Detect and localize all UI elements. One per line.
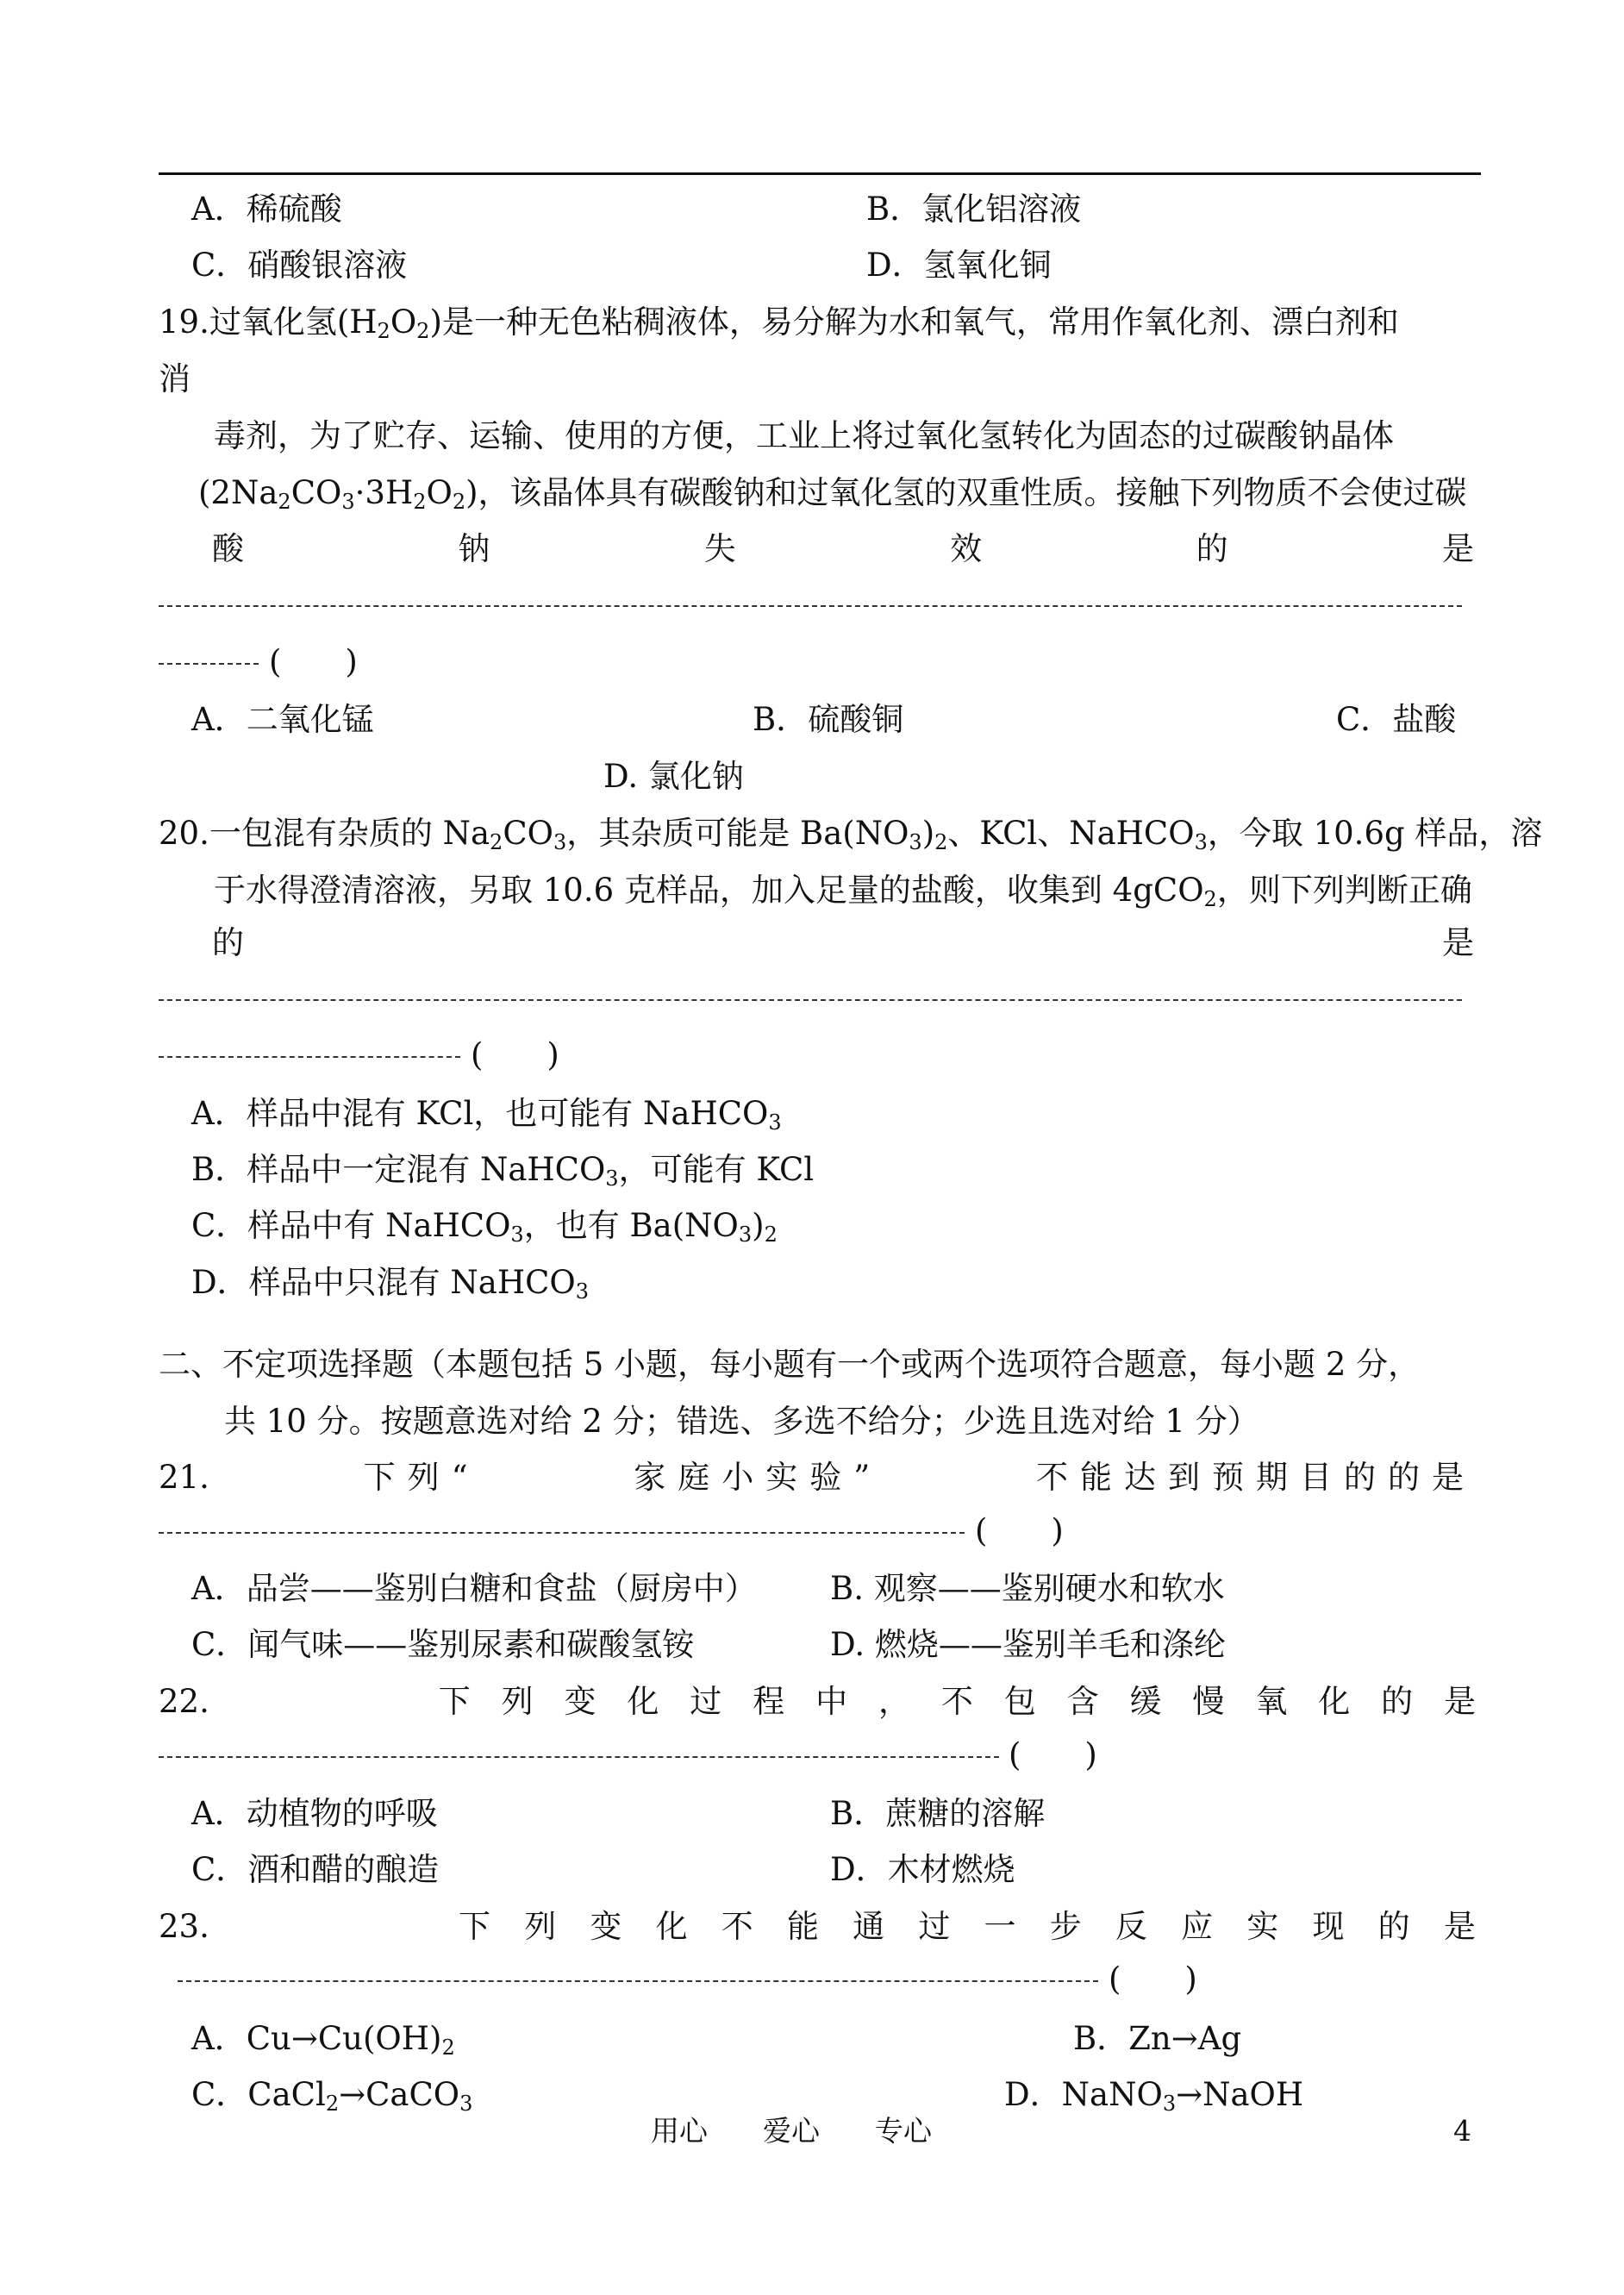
q20-answer-dash-2 bbox=[159, 1056, 460, 1058]
q23-answer-dash bbox=[178, 1980, 1098, 1982]
q19-stem-line-4: $(2Na_2CO_3\cdot 3H_2O_2)$，该晶体具有碳酸钠和过氧化氢的双重性质。接触下列物质不会使过碳 bbox=[198, 474, 1467, 514]
section-2-heading-line-2: 共 10 分。按题意选对给 2 分；错选、多选不给分；少选且选对给 1 分） bbox=[224, 1403, 1259, 1440]
q19-stem-line-5: 酸 钠 失 效 的 是 bbox=[212, 530, 1474, 567]
q22-option-d: D．木材燃烧 bbox=[830, 1851, 1015, 1888]
q19-answer-dash-1 bbox=[159, 605, 1462, 607]
q20-stem-line-3: 的 是 bbox=[212, 924, 1474, 961]
footer-motto-item: 爱心 bbox=[763, 2114, 820, 2148]
q18-option-b: B．氯化铝溶液 bbox=[866, 191, 1082, 228]
q20-option-a: A．样品中混有 KCl，也可能有 NaHCO$_3$ bbox=[191, 1095, 782, 1135]
q19-option-a: A．二氧化锰 bbox=[191, 701, 374, 738]
q22-option-c: C．酒和醋的酿造 bbox=[191, 1851, 440, 1888]
q18-option-d: D．氢氧化铜 bbox=[866, 247, 1052, 284]
q23-option-d: D．NaNO$_3$→NaOH bbox=[1004, 2076, 1304, 2116]
footer-motto-item: 专心 bbox=[875, 2114, 932, 2148]
q19-option-b: B．硫酸铜 bbox=[753, 701, 904, 738]
q21-option-c: C．闻气味——鉴别尿素和碳酸氢铵 bbox=[191, 1626, 695, 1663]
footer-motto-item: 用心 bbox=[651, 2114, 708, 2148]
q21-answer-blank: ( ) bbox=[975, 1512, 1064, 1549]
q21-answer-dash bbox=[159, 1532, 965, 1534]
footer-motto bbox=[651, 2112, 932, 2150]
q23-option-c: C．CaCl$_2$→CaCO$_3$ bbox=[191, 2076, 473, 2116]
q19-stem-line-2: 消 bbox=[159, 360, 191, 397]
q20-answer-dash-1 bbox=[159, 999, 1462, 1001]
q20-stem-line-2: 于水得澄清溶液，另取 10.6 克样品，加入足量的盐酸，收集到 4gCO$_2$，则下列判断正确 bbox=[214, 872, 1472, 911]
q21-option-a: A．品尝——鉴别白糖和食盐（厨房中） bbox=[191, 1570, 757, 1607]
q19-answer-blank: ( ) bbox=[269, 643, 358, 680]
q20-stem-line-1: 20.一包混有杂质的 $Na_2CO_3$，其杂质可能是 $Ba(NO_3)_2$、KCl、NaHCO$_3$，今取 10.6g 样品，溶 bbox=[159, 815, 1543, 854]
q23-stem: 23. 下 列 变 化 不 能 通 过 一 步 反 应 实 现 的 是 bbox=[159, 1908, 1476, 1945]
q22-option-a: A．动植物的呼吸 bbox=[191, 1795, 438, 1832]
q19-option-d: D. 氯化钠 bbox=[603, 758, 744, 795]
header-rule bbox=[159, 172, 1481, 175]
q19-stem-line-1: 19.过氧化氢$(H_2O_2)$是一种无色粘稠液体，易分解为水和氧气，常用作氧化剂、漂白剂和 bbox=[159, 303, 1399, 343]
q23-option-a: A．$Cu\to Cu(OH)_2$ bbox=[191, 2020, 455, 2060]
q18-option-c: C．硝酸银溶液 bbox=[191, 247, 408, 284]
q21-option-d: D. 燃烧——鉴别羊毛和涤纶 bbox=[830, 1626, 1226, 1663]
q20-answer-blank: ( ) bbox=[471, 1036, 559, 1073]
q20-option-c: C．样品中有 NaHCO$_3$，也有 $Ba(NO_3)_2$ bbox=[191, 1207, 778, 1247]
q19-answer-dash-2 bbox=[159, 663, 259, 665]
section-2-heading-line-1: 二、不定项选择题（本题包括 5 小题，每小题有一个或两个选项符合题意，每小题 2 分， bbox=[159, 1346, 1421, 1383]
q23-answer-blank: ( ) bbox=[1109, 1960, 1197, 1998]
q21-stem: 21. 下列“ 家庭小实验” 不能达到预期目的的是 bbox=[159, 1459, 1476, 1496]
q20-option-b: B．样品中一定混有 NaHCO$_3$，可能有 KCl bbox=[191, 1151, 815, 1191]
q18-option-a: A．稀硫酸 bbox=[191, 191, 342, 228]
page-number: 4 bbox=[1453, 2114, 1471, 2148]
q23-option-b: B．Zn→Ag bbox=[1073, 2020, 1242, 2057]
q22-stem: 22. 下 列 变 化 过 程 中 ， 不 包 含 缓 慢 氧 化 的 是 bbox=[159, 1683, 1476, 1720]
q21-option-b: B. 观察——鉴别硬水和软水 bbox=[830, 1570, 1225, 1607]
q19-stem-line-3: 毒剂，为了贮存、运输、使用的方便，工业上将过氧化氢转化为固态的过碳酸钠晶体 bbox=[214, 417, 1394, 454]
q22-answer-dash bbox=[159, 1756, 999, 1758]
q22-option-b: B．蔗糖的溶解 bbox=[830, 1795, 1046, 1832]
q19-option-c: C．盐酸 bbox=[1336, 701, 1457, 738]
q22-answer-blank: ( ) bbox=[1009, 1736, 1097, 1773]
q20-option-d: D．样品中只混有 NaHCO$_3$ bbox=[191, 1264, 590, 1304]
